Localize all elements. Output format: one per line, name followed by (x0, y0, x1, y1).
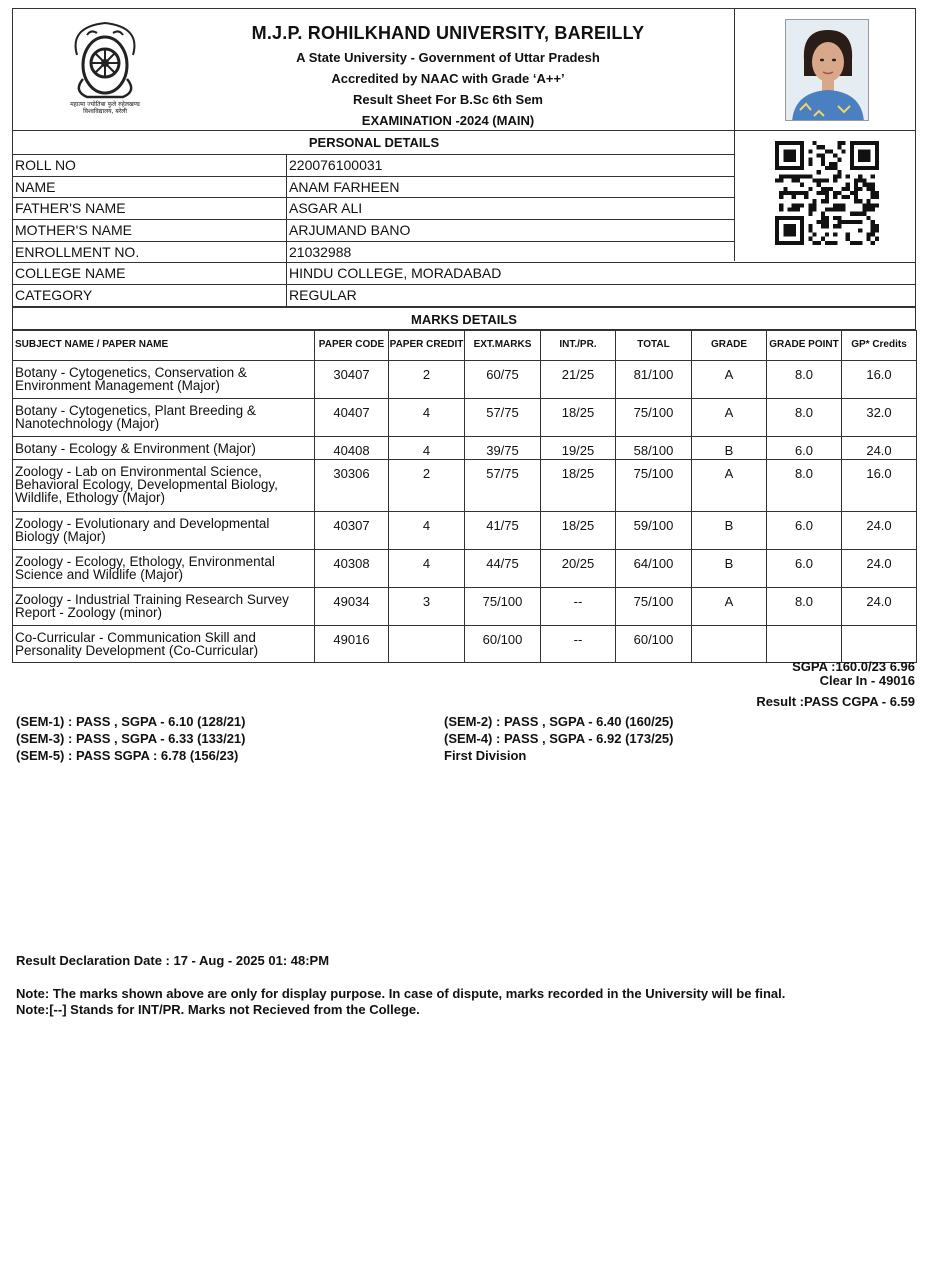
detail-value: HINDU COLLEGE, MORADABAD (289, 265, 502, 282)
subject-name: Zoology - Lab on Environmental Science, Behavioral Ecology, Developmental Biology, Wildlife, Ethology (Major) (13, 459, 315, 511)
sem-1-result: (SEM-1) : PASS , SGPA - 6.10 (128/21) (16, 714, 246, 729)
table-row (13, 459, 917, 511)
ext-marks: 41/75 (465, 511, 541, 549)
gp-credits: 16.0 (842, 360, 917, 398)
int-marks: 18/25 (541, 398, 616, 436)
ext-marks: 60/100 (465, 625, 541, 662)
header-grade-point: GRADE POINT (767, 330, 842, 360)
notes (16, 986, 785, 1018)
header (12, 8, 916, 130)
total-marks: 81/100 (616, 360, 692, 398)
int-marks: 19/25 (541, 436, 616, 459)
marks-header-row (13, 330, 917, 360)
subject-name: Zoology - Industrial Training Research Survey Report - Zoology (minor) (13, 587, 315, 625)
detail-label: MOTHER'S NAME (13, 220, 287, 241)
table-row (13, 436, 917, 459)
detail-row-category (13, 285, 915, 307)
grade-point: 6.0 (767, 436, 842, 459)
grade-point (767, 625, 842, 662)
detail-value: REGULAR (289, 287, 357, 304)
paper-code: 40408 (315, 436, 389, 459)
sgpa-summary (756, 660, 915, 709)
sem-3-result: (SEM-3) : PASS , SGPA - 6.33 (133/21) (16, 731, 246, 746)
marks-table (12, 330, 917, 663)
declaration-date: Result Declaration Date : 17 - Aug - 2025 01: 48:PM (16, 953, 330, 968)
header-ext-marks: EXT.MARKS (465, 330, 541, 360)
qr-box (734, 131, 915, 261)
result-cgpa: Result :PASS CGPA - 6.59 (756, 694, 915, 709)
photo-box (734, 9, 915, 131)
qr-code (775, 141, 879, 245)
paper-code: 40307 (315, 511, 389, 549)
table-row (13, 360, 917, 398)
student-photo (785, 19, 869, 121)
accreditation: Accredited by NAAC with Grade ‘A++’ (331, 71, 565, 86)
personal-details-title: PERSONAL DETAILS (13, 131, 915, 155)
paper-credit: 2 (389, 360, 465, 398)
paper-code: 40407 (315, 398, 389, 436)
paper-credit: 4 (389, 398, 465, 436)
grade: A (692, 398, 767, 436)
grade: A (692, 587, 767, 625)
header-paper-code: PAPER CODE (315, 330, 389, 360)
paper-credit: 4 (389, 436, 465, 459)
detail-label: ENROLLMENT NO. (13, 242, 287, 263)
subject-name: Botany - Ecology & Environment (Major) (13, 436, 315, 459)
ext-marks: 75/100 (465, 587, 541, 625)
total-marks: 59/100 (616, 511, 692, 549)
total-marks: 75/100 (616, 459, 692, 511)
grade-point: 6.0 (767, 511, 842, 549)
gp-credits: 16.0 (842, 459, 917, 511)
paper-credit: 4 (389, 511, 465, 549)
header-int-pr: INT./PR. (541, 330, 616, 360)
subject-name: Zoology - Evolutionary and Developmental Biology (Major) (13, 511, 315, 549)
paper-credit: 2 (389, 459, 465, 511)
paper-credit: 3 (389, 587, 465, 625)
table-row (13, 625, 917, 662)
grade-point: 8.0 (767, 459, 842, 511)
semester-results-left (16, 713, 246, 764)
university-logo (57, 17, 153, 123)
paper-code: 49034 (315, 587, 389, 625)
sgpa-value: SGPA :160.0/23 6.96 (792, 659, 915, 674)
paper-code: 49016 (315, 625, 389, 662)
examination-title: EXAMINATION -2024 (MAIN) (361, 113, 535, 128)
ext-marks: 57/75 (465, 398, 541, 436)
detail-value: 21032988 (289, 243, 352, 260)
ext-marks: 60/75 (465, 360, 541, 398)
ext-marks: 39/75 (465, 436, 541, 459)
table-row (13, 587, 917, 625)
detail-value: ARJUMAND BANO (289, 222, 411, 239)
header-total: TOTAL (616, 330, 692, 360)
grade: A (692, 360, 767, 398)
header-subject: SUBJECT NAME / PAPER NAME (13, 330, 315, 360)
grade-point: 8.0 (767, 398, 842, 436)
int-marks: -- (541, 625, 616, 662)
header-grade: GRADE (692, 330, 767, 360)
detail-value: ANAM FARHEEN (289, 178, 400, 195)
total-marks: 75/100 (616, 398, 692, 436)
gp-credits: 24.0 (842, 587, 917, 625)
grade-point: 8.0 (767, 587, 842, 625)
int-marks: -- (541, 587, 616, 625)
ext-marks: 44/75 (465, 549, 541, 587)
detail-row-college (13, 263, 915, 285)
grade (692, 625, 767, 662)
gp-credits: 24.0 (842, 436, 917, 459)
paper-credit (389, 625, 465, 662)
paper-code: 30407 (315, 360, 389, 398)
header-paper-credit: PAPER CREDIT (389, 330, 465, 360)
grade: B (692, 549, 767, 587)
total-marks: 58/100 (616, 436, 692, 459)
logo-text: महात्मा ज्योतिबा फुले रुहेलखण्ड विश्वविद्यालय, बरेली (70, 101, 140, 115)
gp-credits: 24.0 (842, 549, 917, 587)
gp-credits: 32.0 (842, 398, 917, 436)
subject-name: Zoology - Ecology, Ethology, Environmental Science and Wildlife (Major) (13, 549, 315, 587)
paper-code: 30306 (315, 459, 389, 511)
university-status: A State University - Government of Uttar Pradesh (296, 50, 600, 65)
total-marks: 75/100 (616, 587, 692, 625)
paper-credit: 4 (389, 549, 465, 587)
sem-2-result: (SEM-2) : PASS , SGPA - 6.40 (160/25) (444, 714, 674, 729)
note-display-purpose: Note: The marks shown above are only for display purpose. In case of dispute, marks recorded in the University will be final. (16, 986, 786, 1001)
subject-name: Botany - Cytogenetics, Conservation & Environment Management (Major) (13, 360, 315, 398)
university-name: M.J.P. ROHILKHAND UNIVERSITY, BAREILLY (251, 23, 645, 43)
paper-code: 40308 (315, 549, 389, 587)
detail-label: ROLL NO (13, 155, 287, 176)
semester-results-right (444, 713, 674, 764)
gp-credits: 24.0 (842, 511, 917, 549)
clear-in: Clear In - 49016 (819, 673, 915, 688)
table-row (13, 511, 917, 549)
gp-credits (842, 625, 917, 662)
total-marks: 64/100 (616, 549, 692, 587)
marks-details-title: MARKS DETAILS (12, 308, 916, 330)
subject-name: Botany - Cytogenetics, Plant Breeding & Nanotechnology (Major) (13, 398, 315, 436)
detail-label: FATHER'S NAME (13, 198, 287, 219)
int-marks: 18/25 (541, 511, 616, 549)
result-sheet (12, 8, 916, 663)
int-marks: 20/25 (541, 549, 616, 587)
division: First Division (444, 748, 527, 763)
detail-value: ASGAR ALI (289, 200, 363, 217)
int-marks: 18/25 (541, 459, 616, 511)
ext-marks: 57/75 (465, 459, 541, 511)
note-int-pr: Note:[--] Stands for INT/PR. Marks not Recieved from the College. (16, 1002, 420, 1017)
grade-point: 8.0 (767, 360, 842, 398)
table-row (13, 398, 917, 436)
sem-5-result: (SEM-5) : PASS SGPA : 6.78 (156/23) (16, 748, 239, 763)
grade: B (692, 511, 767, 549)
grade-point: 6.0 (767, 549, 842, 587)
grade: B (692, 436, 767, 459)
personal-details (12, 130, 916, 308)
detail-label: NAME (13, 177, 287, 198)
sem-4-result: (SEM-4) : PASS , SGPA - 6.92 (173/25) (444, 731, 674, 746)
detail-label: CATEGORY (13, 285, 287, 306)
int-marks: 21/25 (541, 360, 616, 398)
detail-label: COLLEGE NAME (13, 263, 287, 284)
table-row (13, 549, 917, 587)
subject-name: Co-Curricular - Communication Skill and Personality Development (Co-Curricular) (13, 625, 315, 662)
grade: A (692, 459, 767, 511)
detail-value: 220076100031 (289, 157, 383, 173)
header-gp-credits: GP* Credits (842, 330, 917, 360)
result-sheet-title: Result Sheet For B.Sc 6th Sem (353, 92, 543, 107)
total-marks: 60/100 (616, 625, 692, 662)
